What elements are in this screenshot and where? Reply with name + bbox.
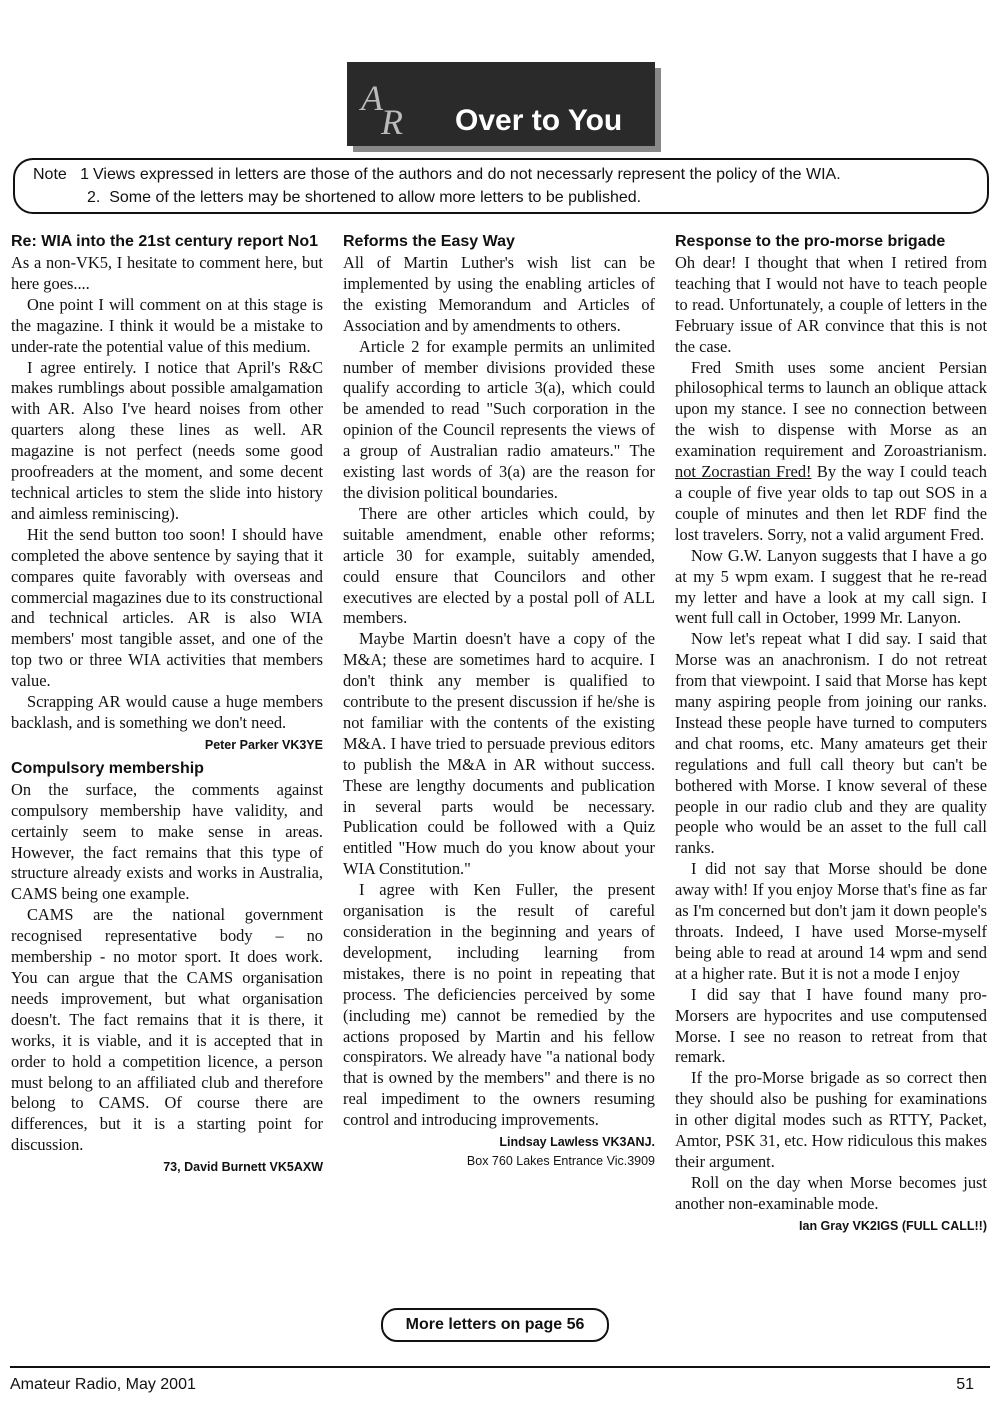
paragraph: One point I will comment on at this stage is the magazine. I think it would be a mistake to under-rate the potential value of this medium. (11, 294, 323, 356)
note-label: Note 1 (33, 166, 90, 183)
paragraph: Oh dear! I thought that when I retired from teaching that I would not have to teach people to read. Unfortunately, a couple of letters in the February issue of AR convince that this is not the case. (675, 253, 987, 356)
paragraph: As a non-VK5, I hesitate to comment here, but here goes.... (11, 253, 323, 293)
ar-logo-icon (359, 76, 417, 136)
paragraph: There are other articles which could, by suitable amendment, enable other reforms; article 30 for example, suitably amended, could ensure that Councilors and other executives are elected by a postal poll of ALL members. (343, 503, 655, 628)
section-banner (347, 62, 655, 146)
note-2 (87, 189, 641, 207)
paragraph: Maybe Martin doesn't have a copy of the M&A; these are sometimes hard to acquire. I don't think any member is qualified to contribute to the present discussion if he/she is not familiar with the contents of the existing M&A. I have tried to persuade previous editors to publish the M&A in AR without success. These are lengthy documents and publication in several parts would be necessary. Publication could be followed with a Quiz entitled "How much do you know about your WIA Constitution." (343, 629, 655, 879)
page-number: 51 (956, 1376, 974, 1393)
paragraph: Scrapping AR would cause a huge members backlash, and is something we don't need. (11, 692, 323, 732)
letter-signature: Peter Parker VK3YE (204, 737, 323, 752)
note-2-text: Some of the letters may be shortened to allow more letters to be published. (109, 189, 642, 206)
column-2 (343, 230, 655, 1171)
paragraph: I did not say that Morse should be done away with! If you enjoy Morse that's fine as far as I'm concerned but don't jam it down people's throats. Indeed, I have used Morse-myself being able to read at around 14 wpm and send at a higher rate. But it is not a mode I enjoy (675, 859, 987, 983)
paragraph: All of Martin Luther's wish list can be implemented by using the enabling articles of the existing Memorandum and Articles of Association and by amendments to others. (343, 253, 655, 335)
more-letters-callout: More letters on page 56 (381, 1308, 609, 1342)
letter-signature: Lindsay Lawless VK3ANJ. (499, 1135, 655, 1150)
footer-rule (10, 1366, 990, 1368)
paragraph: I agree entirely. I notice that April's R&C makes rumblings about possible amalgamation with AR. Also I've heard noises from other quarters along these lines as well. AR magazine is not perfect (needs some good proofreaders at the moment, and some decent technical articles to stem the slide into history and aimless reminiscing). (11, 357, 323, 523)
paragraph: On the surface, the comments against compulsory membership have validity, and certainly seem to make sense in areas. However, the fact remains that this type of structure already exists and works in Australia, CAMS being one example. (11, 779, 323, 904)
paragraph: CAMS are the national government recognised representative body – no membership - no motor sport. It does work. You can argue that the CAMS organisation needs improvement, but what organisation doesn't. The fact remains that it is there, it works, it is viable, and it is accepted that in order to hold a competition licence, a person must belong to an affiliated club and therefore belong to CAMS. Of course there are differences, but it is a starting point for discussion. (11, 905, 323, 1155)
column-3 (675, 230, 987, 1240)
logo-letter-r: R (381, 102, 403, 136)
note-1-text: Views expressed in letters are those of the authors and do not necessarly represent the policy of the WIA. (93, 166, 841, 183)
letter-signature: Ian Gray VK2IGS (FULL CALL!!) (799, 1218, 987, 1233)
letter-heading: Reforms the Easy Way (343, 233, 515, 250)
note-2-num: 2. (87, 189, 101, 206)
paragraph: Hit the send button too soon! I should have completed the above sentence by saying that it compares quite favorably with overseas and commercial magazines due to its constructional and technical articles. AR is also WIA members' most tangible asset, and one of the top two or three WIA activities that members value. (11, 524, 323, 691)
letter-heading: Re: WIA into the 21st century report No1 (11, 233, 318, 250)
paragraph: Fred Smith uses some ancient Persian philosophical terms to launch an oblique attack upon my stance. I see no connection between the wish to dispense with Morse as an examination requirement and Zoroastrianism. not Zocrastian Fred! By the way I could teach a couple of five year olds to tap out SOS in a couple of minutes and then let RDF find the lost travelers. Sorry, not a valid argument Fred. (675, 357, 987, 544)
letter-heading: Response to the pro-morse brigade (675, 233, 946, 250)
paragraph: Now G.W. Lanyon suggests that I have a go at my 5 wpm exam. I suggest that he re-read my letter and have a look at my call sign. I went full call in October, 1999 Mr. Lanyon. (675, 545, 987, 628)
page-title: Over to You (455, 104, 623, 137)
logo-letter-a: A (361, 78, 383, 118)
paragraph: Roll on the day when Morse becomes just another non-examinable mode. (675, 1172, 987, 1213)
paragraph: Article 2 for example permits an unlimited number of member divisions provided these qualify according to article 3(a), which could be amended to read "Such corporation in the opinion of the Council represents the views of a group of Australian radio amateurs." The existing last words of 3(a) are the reason for the division political boundaries. (343, 336, 655, 502)
paragraph: Now let's repeat what I did say. I said that Morse was an anachronism. I do not retreat from that viewpoint. I said that Morse has kept many aspiring people from joining our ranks. Instead these people have turned to computers and chat rooms, etc. Many amateurs get their regulations and full call theory but can't be bothered with Morse. I know several of these people in our radio club and they are quality people who would be an asset to the full call ranks. (675, 629, 987, 858)
footer-publication: Amateur Radio, May 2001 (10, 1376, 196, 1393)
paragraph: I did say that I have found many pro-Morsers are hypocrites and use computensed Morse. I see no reason to retreat from that remark. (675, 984, 987, 1067)
paragraph: I agree with Ken Fuller, the present organisation is the result of careful consideration in the beginning and years of development, including learning from mistakes, there is no point in repeating that process. The deficiencies perceived by some (including me) cannot be remedied by the actions proposed by Martin and his fellow conspirators. We already have "a national body that is owned by the members" and there is no real impediment to the owners resuming control and introducing improvements. (343, 880, 655, 1130)
letter-address: Box 760 Lakes Entrance Vic.3909 (466, 1154, 655, 1169)
letter-signature: 73, David Burnett VK5AXW (163, 1160, 323, 1175)
letter-heading: Compulsory membership (11, 759, 204, 777)
underlined-text: not Zocrastian Fred! (675, 462, 812, 482)
editorial-note (13, 158, 989, 214)
column-1 (11, 230, 323, 1181)
paragraph: If the pro-Morse brigade as so correct then they should also be pushing for examinations in other digital modes such as RTTY, Packet, Amtor, PSK 31, etc. How ridiculous this makes their argument. (675, 1068, 987, 1171)
note-1 (33, 166, 841, 184)
